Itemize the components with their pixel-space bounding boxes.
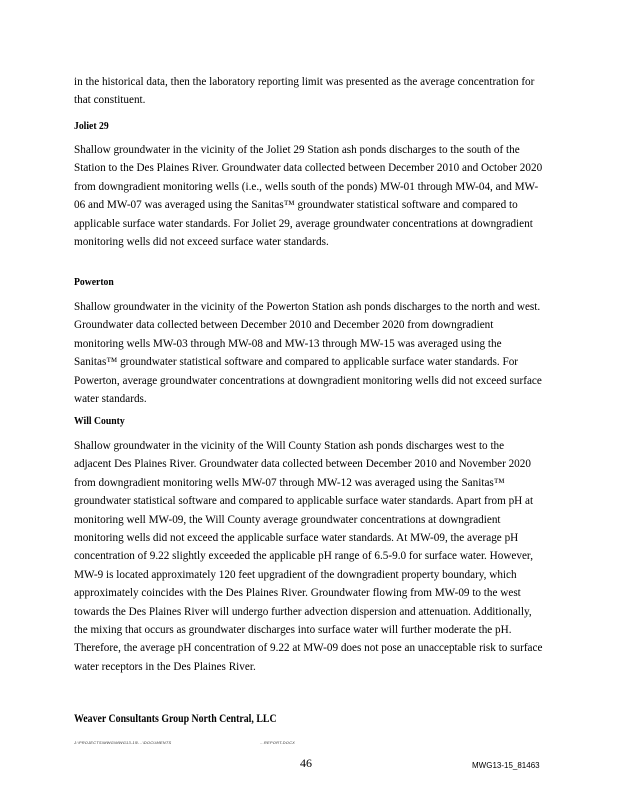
document-code: MWG13-15_81463 [472,761,540,770]
intro-paragraph: in the historical data, then the laboratory reporting limit was presented as the average concentration for that constituent. [74,76,535,107]
section-heading-joliet-29: Joliet 29 [74,120,109,132]
page-number: 46 [300,756,312,770]
section-body-powerton: Shallow groundwater in the vicinity of the Powerton Station ash ponds discharges to the north and west. Groundwater data collected between December 2010 and December 2020 from downgradient monitoring wells MW-03 through MW-08 and MW-13 through MW-15 was averaged using the Sanitas™ groundwater statistical software and compared to applicable surface water standards. For Powerton, average groundwater concentrations at downgradient monitoring wells did not exceed surface water standards. [74,301,542,406]
footer-file-name: ...REPORT.DOCX [260,740,296,745]
section-heading-will-county: Will County [74,415,125,427]
section-heading-powerton: Powerton [74,276,114,288]
footer-company-name: Weaver Consultants Group North Central, LLC [74,713,277,725]
section-body-joliet-29: Shallow groundwater in the vicinity of the Joliet 29 Station ash ponds discharges to the south of the Station to the Des Plaines River. Groundwater data collected between December 2010 and October 2020 from downgradient monitoring wells (i.e., wells south of the ponds) MW-01 through MW-04, and MW-06 and MW-07 was averaged using the Sanitas™ groundwater statistical software and compared to applicable surface water standards. For Joliet 29, average groundwater concentrations at downgradient monitoring wells did not exceed surface water standards. [74,144,543,249]
footer-file-path: J:\PROJECTS\MWG\MWG13-15\...\DOCUMENTS [74,740,172,745]
section-body-will-county: Shallow groundwater in the vicinity of the Will County Station ash ponds discharges west to the adjacent Des Plaines River. Groundwater data collected between December 2010 and November 2020 from downgradient monitoring wells MW-07 through MW-12 was averaged using the Sanitas™ groundwater statistical software and compared to applicable surface water standards. Apart from pH at monitoring well MW-09, the Will County average groundwater concentrations at downgradient monitoring wells did not exceed the applicable surface water standards. At MW-09, the average pH concentration of 9.22 slightly exceeded the applicable pH range of 6.5-9.0 for surface water. However, MW-9 is located approximately 120 feet upgradient of the downgradient property boundary, which approximately coincides with the Des Plaines River. Groundwater flowing from MW-09 to the west towards the Des Plaines River will undergo further advection dispersion and attenuation. Additionally, the mixing that occurs as groundwater discharges into surface water will further moderate the pH. Therefore, the average pH concentration of 9.22 at MW-09 does not pose an unacceptable risk to surface water receptors in the Des Plaines River. [74,440,543,673]
